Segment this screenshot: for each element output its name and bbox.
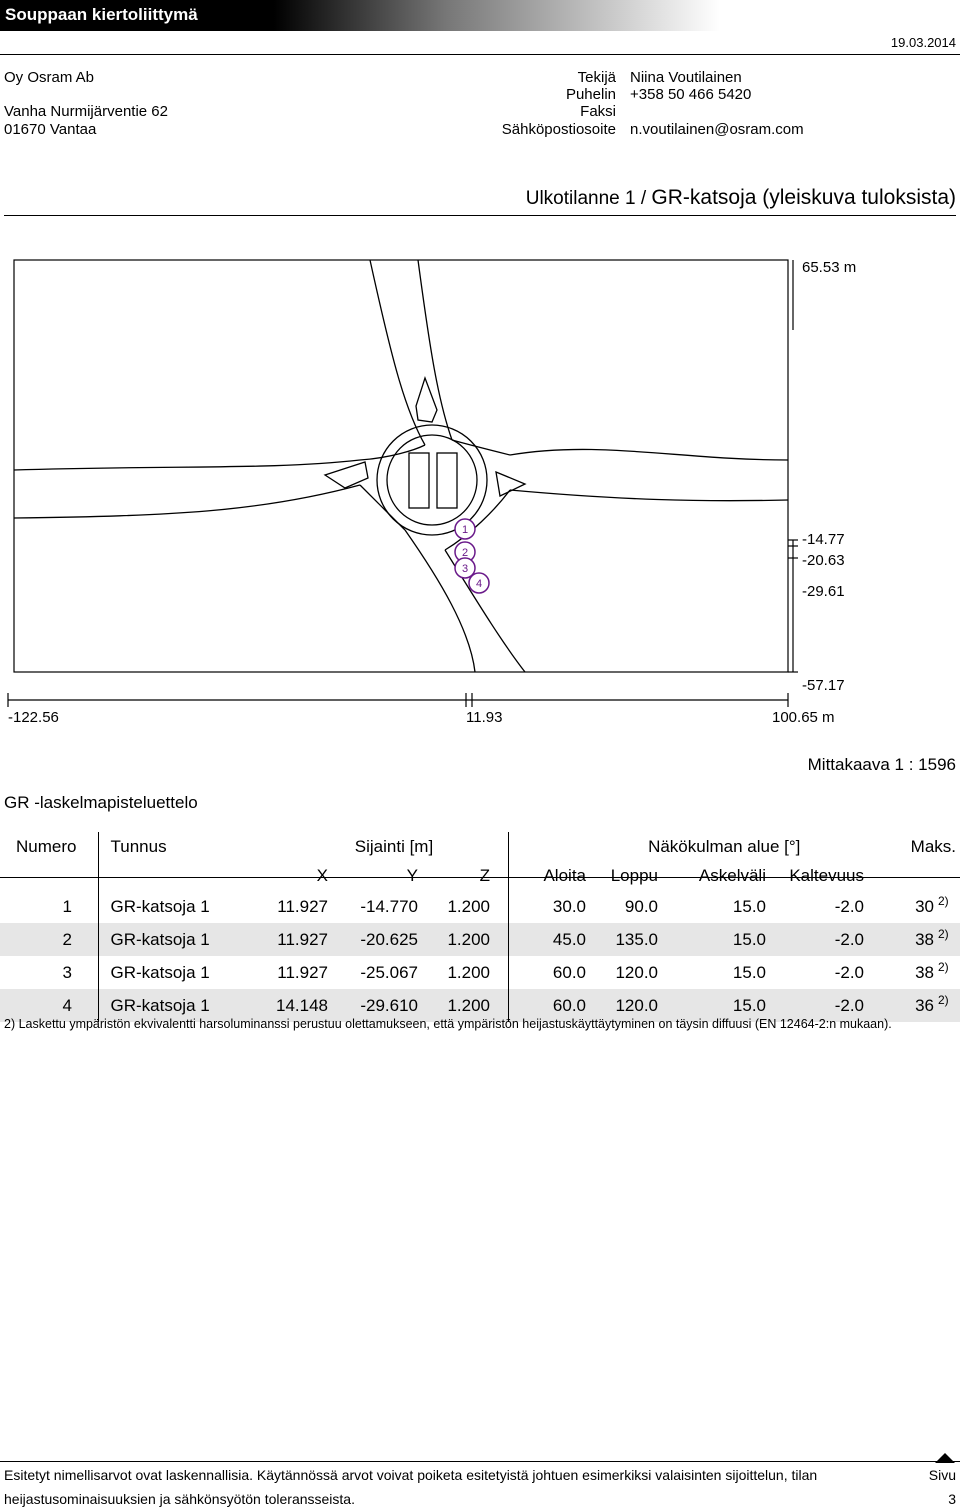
footer-divider	[0, 1461, 960, 1462]
cell-x: 11.927	[277, 929, 328, 949]
table-subheader-row	[0, 861, 960, 890]
col-nakokulma: Näkökulman alue [°]	[648, 836, 801, 856]
cell-askelvali: 15.0	[732, 995, 766, 1015]
scale-text: Mittakaava 1 : 1596	[807, 755, 956, 774]
y-label-2: -20.63	[802, 552, 845, 569]
cell-aloita: 30.0	[552, 896, 586, 916]
contact-phone: +358 50 466 5420	[630, 86, 752, 103]
cell-x: 11.927	[277, 962, 328, 982]
points-table-title: GR -laskelmapisteluettelo	[4, 793, 198, 812]
cell-maks: 30	[915, 896, 934, 916]
cell-aloita: 60.0	[552, 962, 586, 982]
cell-note-ref: 2)	[938, 960, 949, 974]
cell-z: 1.200	[447, 995, 490, 1015]
y-label-3: -29.61	[802, 583, 845, 600]
cell-note-ref: 2)	[938, 993, 949, 1007]
table-header-row	[0, 832, 960, 861]
section-title-main: GR-katsoja (yleiskuva tuloksista)	[651, 186, 956, 209]
horizontal-scale	[8, 693, 788, 707]
cell-tunnus: GR-katsoja 1	[110, 929, 210, 949]
company-street: Vanha Nurmijärventie 62	[4, 103, 168, 120]
cell-y: -25.067	[360, 962, 418, 982]
contact-label-author: Tekijä	[577, 69, 616, 86]
cell-x: 11.927	[277, 896, 328, 916]
cell-x: 14.148	[276, 995, 328, 1015]
footer-page-label: Sivu	[928, 1467, 956, 1483]
cell-askelvali: 15.0	[732, 962, 766, 982]
cell-z: 1.200	[447, 962, 490, 982]
sub-y: Y	[406, 865, 418, 885]
point-marker-label-1: 1	[461, 524, 469, 536]
cell-tunnus: GR-katsoja 1	[110, 896, 210, 916]
cell-z: 1.200	[447, 929, 490, 949]
document-date: 19.03.2014	[890, 35, 956, 50]
x-left-label: -122.56	[8, 709, 59, 726]
cell-y: -29.610	[360, 995, 418, 1015]
header-divider	[0, 54, 960, 55]
company-name: Oy Osram Ab	[4, 69, 95, 86]
column-separator	[86, 890, 98, 923]
cell-y: -20.625	[360, 929, 418, 949]
footer-line-2: heijastusominaisuuksien ja sähkönsyötön toleransseista.	[4, 1491, 355, 1507]
cell-note-ref: 2)	[938, 894, 949, 908]
point-marker-label-3: 3	[461, 563, 469, 575]
x-right-label: 100.65 m	[772, 709, 835, 726]
col-numero: Numero	[16, 836, 77, 856]
cell-maks: 38	[915, 962, 934, 982]
y-label-1: -14.77	[802, 531, 845, 548]
contact-author: Niina Voutilainen	[630, 69, 742, 86]
section-divider	[4, 215, 956, 216]
sub-kaltevuus: Kaltevuus	[789, 865, 864, 885]
points-table	[0, 832, 960, 1022]
sub-askelvali: Askelväli	[698, 865, 766, 885]
point-markers	[455, 519, 489, 593]
table-row	[0, 956, 960, 989]
cell-kaltevuus: -2.0	[834, 995, 864, 1015]
plan-drawing	[0, 250, 960, 740]
contact-label-fax: Faksi	[580, 103, 616, 120]
cell-askelvali: 15.0	[732, 929, 766, 949]
cell-askelvali: 15.0	[732, 896, 766, 916]
cell-aloita: 45.0	[552, 929, 586, 949]
cell-numero: 2	[62, 929, 72, 949]
col-tunnus: Tunnus	[110, 836, 167, 856]
cell-numero: 4	[62, 995, 72, 1015]
table-header-divider	[0, 877, 960, 878]
column-separator	[86, 956, 98, 989]
cell-kaltevuus: -2.0	[834, 929, 864, 949]
point-marker-label-4: 4	[475, 578, 483, 590]
title-bar	[0, 0, 720, 31]
cell-loppu: 135.0	[615, 929, 658, 949]
cell-maks: 38	[915, 929, 934, 949]
column-separator	[500, 890, 508, 923]
sub-x: X	[316, 865, 328, 885]
sub-aloita: Aloita	[543, 865, 586, 885]
cell-maks: 36	[915, 995, 934, 1015]
cell-kaltevuus: -2.0	[834, 896, 864, 916]
point-marker-label-2: 2	[461, 547, 469, 559]
section-title	[526, 186, 956, 210]
footer-page-number: 3	[948, 1491, 956, 1507]
road-outlines	[14, 260, 788, 672]
vertical-scale	[788, 260, 798, 672]
logo-icon	[934, 1452, 956, 1464]
contact-email: n.voutilainen@osram.com	[630, 121, 804, 138]
sub-loppu: Loppu	[610, 865, 658, 885]
cell-kaltevuus: -2.0	[834, 962, 864, 982]
company-city: 01670 Vantaa	[4, 121, 97, 138]
cell-z: 1.200	[447, 896, 490, 916]
cell-aloita: 60.0	[552, 995, 586, 1015]
cell-tunnus: GR-katsoja 1	[110, 995, 210, 1015]
cell-numero: 3	[62, 962, 72, 982]
footer-line-1: Esitetyt nimellisarvot ovat laskennallisia. Käytännössä arvot voivat poiketa esitetyistä johtuen esimerkiksi valaisinten sijoittelun, tilan	[4, 1467, 818, 1483]
table-row	[0, 890, 960, 923]
cell-loppu: 120.0	[615, 962, 658, 982]
plan-border	[14, 260, 788, 672]
document-title: Souppaan kiertoliittymä	[5, 5, 198, 24]
column-separator	[500, 923, 508, 956]
cell-note-ref: 2)	[938, 927, 949, 941]
table-note: 2) Laskettu ympäristön ekvivalentti harsoluminanssi perustuu olettamukseen, että ympäristön heijastuskäyttäytyminen on täysin diffuusi (EN 12464-2:n mukaan).	[4, 1017, 892, 1031]
cell-loppu: 90.0	[624, 896, 658, 916]
contact-label-email: Sähköpostiosoite	[501, 121, 616, 138]
col-maks: Maks.	[910, 836, 956, 856]
y-bottom-label: -57.17	[802, 677, 845, 694]
table-row	[0, 923, 960, 956]
cell-tunnus: GR-katsoja 1	[110, 962, 210, 982]
column-separator	[500, 956, 508, 989]
sub-z: Z	[479, 865, 490, 885]
cell-y: -14.770	[360, 896, 418, 916]
section-title-prefix: Ulkotilanne 1 /	[525, 188, 652, 209]
column-separator	[86, 923, 98, 956]
x-mid-label: 11.93	[466, 709, 503, 726]
cell-numero: 1	[62, 896, 72, 916]
col-sijainti: Sijainti [m]	[354, 836, 434, 856]
contact-label-phone: Puhelin	[565, 86, 616, 103]
y-top-label: 65.53 m	[802, 259, 857, 276]
cell-loppu: 120.0	[615, 995, 658, 1015]
